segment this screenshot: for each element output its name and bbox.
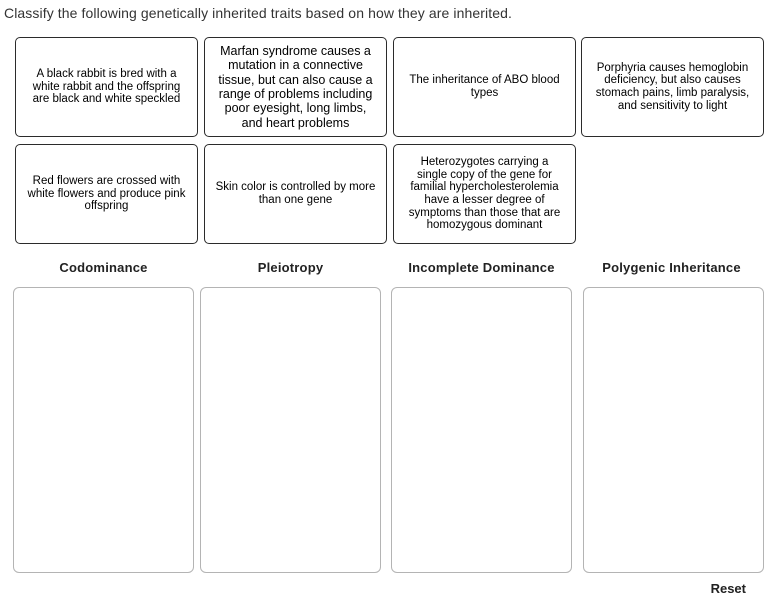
drop-zone-polygenic-inheritance[interactable] bbox=[583, 287, 764, 573]
category-label-pleiotropy: Pleiotropy bbox=[257, 260, 324, 275]
category-label-codominance: Codominance bbox=[59, 260, 148, 275]
trait-card-black-rabbit[interactable] bbox=[15, 37, 198, 137]
category-label-incomplete-dominance: Incomplete Dominance bbox=[408, 260, 555, 275]
instructions-text: Classify the following genetically inherited traits based on how they are inherited. bbox=[4, 5, 513, 21]
trait-card-skin-color[interactable] bbox=[204, 144, 387, 244]
trait-card-text: The inheritance of ABO blood types bbox=[409, 74, 560, 99]
reset-button[interactable]: Reset bbox=[710, 581, 746, 596]
trait-card-familial-hypercholesterolemia[interactable] bbox=[393, 144, 576, 244]
trait-card-abo-blood-types[interactable] bbox=[393, 37, 576, 137]
category-label-polygenic-inheritance: Polygenic Inheritance bbox=[602, 260, 741, 275]
trait-card-text: Heterozygotes carrying a single copy of the gene for familial hypercholesterolemia have a lesser degree of symptoms than those that are homozygous dominant bbox=[408, 156, 561, 232]
trait-card-red-white-flowers[interactable] bbox=[15, 144, 198, 244]
drop-zone-codominance[interactable] bbox=[13, 287, 194, 573]
drop-zone-incomplete-dominance[interactable] bbox=[391, 287, 572, 573]
drop-zone-pleiotropy[interactable] bbox=[200, 287, 381, 573]
trait-card-porphyria[interactable] bbox=[581, 37, 764, 137]
trait-card-marfan-syndrome[interactable] bbox=[204, 37, 387, 137]
trait-card-text: Porphyria causes hemoglobin deficiency, but also causes stomach pains, limb paralysis, and sensitivity to light bbox=[595, 61, 750, 112]
trait-card-text: A black rabbit is bred with a white rabbit and the offspring are black and white speckled bbox=[32, 68, 181, 106]
trait-card-text: Marfan syndrome causes a mutation in a connective tissue, but can also cause a range of problems including poor eyesight, long limbs, and heart problems bbox=[218, 43, 373, 130]
trait-card-text: Skin color is controlled by more than one gene bbox=[215, 181, 376, 206]
trait-card-text: Red flowers are crossed with white flowers and produce pink offspring bbox=[27, 175, 186, 213]
